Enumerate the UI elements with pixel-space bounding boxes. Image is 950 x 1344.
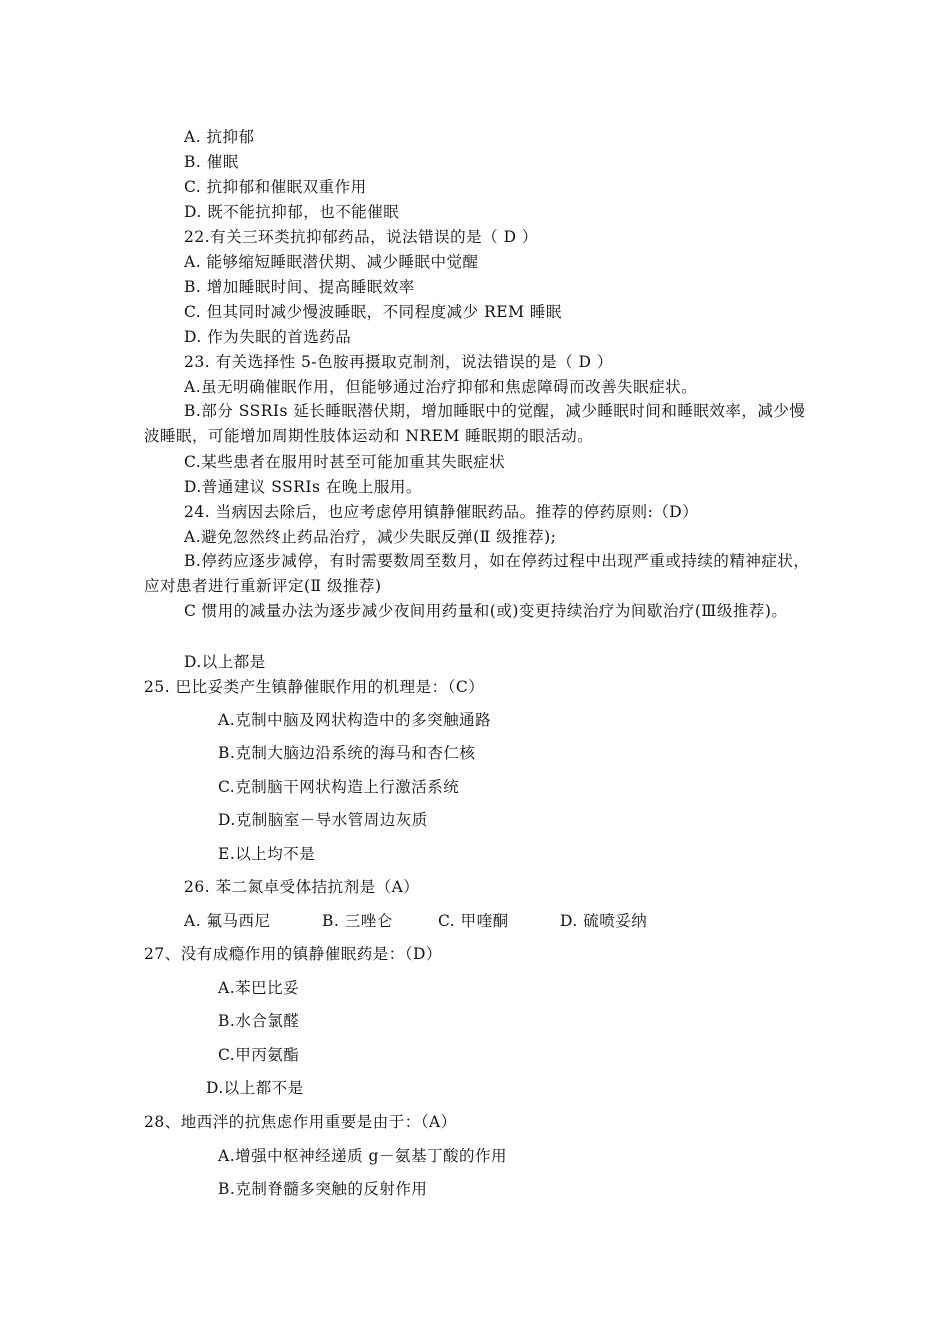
option-d-text: D.克制脑室－导水管周边灰质 <box>218 811 428 829</box>
option-a-text: A.避免忽然终止药品治疗，减少失眠反弹(Ⅱ 级推荐); <box>184 528 557 546</box>
option-a-text: A.克制中脑及网状构造中的多突触通路 <box>218 711 492 729</box>
question-26: 26. 苯二氮卓受体拮抗剂是（A） <box>184 878 420 896</box>
option-d-text: D.普通建议 SSRIs 在晚上服用。 <box>184 478 422 496</box>
option-c-text: C 惯用的减量办法为逐步减少夜间用药量和(或)变更持续治疗为间歇治疗(Ⅲ级推荐)。 <box>184 602 788 620</box>
option-a-text: A.虽无明确催眠作用，但能够通过治疗抑郁和焦虑障碍而改善失眠症状。 <box>184 378 698 396</box>
option-a-text: A. 能够缩短睡眠潜伏期、减少睡眠中觉醒 <box>184 253 479 271</box>
option-b-text: B.克制大脑边沿系统的海马和杏仁核 <box>218 744 476 762</box>
option-c-text: C. 但其同时减少慢波睡眠，不同程度减少 REM 睡眠 <box>184 303 562 321</box>
option-b-text: B.部分 SSRIs 延长睡眠潜伏期，增加睡眠中的觉醒，减少睡眠时间和睡眠效率，减少慢波睡眠，可能增加周期性肢体运动和 NREM 睡眠期的眼活动。 <box>144 402 806 445</box>
option-c-text: C.某些患者在服用时甚至可能加重其失眠症状 <box>184 453 506 471</box>
option-b-text: B.克制脊髓多突触的反射作用 <box>218 1180 428 1198</box>
question-28: 28、地西泮的抗焦虑作用重要是由于：（A） <box>144 1113 457 1131</box>
option-d-text: D.以上都是 <box>184 653 266 671</box>
option-c-text: C.克制脑干网状构造上行激活系统 <box>218 778 460 796</box>
option-a-text: A.增强中枢神经递质 g－氨基丁酸的作用 <box>218 1147 507 1165</box>
option-a-text: A. 抗抑郁 <box>184 128 255 146</box>
question-23: 23. 有关选择性 5-色胺再摄取克制剂，说法错误的是（ D ） <box>184 353 613 371</box>
option-d-text: D.以上都不是 <box>206 1079 304 1097</box>
option-b-text: B. 催眠 <box>184 153 239 171</box>
question-22: 22.有关三环类抗抑郁药品，说法错误的是（ D ） <box>184 228 538 246</box>
option-c-text: C. 甲喹酮 <box>438 912 509 930</box>
option-b-text: B. 增加睡眠时间、提高睡眠效率 <box>184 278 415 296</box>
question-25: 25. 巴比妥类产生镇静催眠作用的机理是：（C） <box>144 678 485 696</box>
option-b-text: B.水合氯醛 <box>218 1012 300 1030</box>
option-e-text: E.以上均不是 <box>218 845 316 863</box>
option-b-text: B. 三唑仑 <box>322 912 393 930</box>
option-a-text: A. 氟马西尼 <box>184 912 271 930</box>
option-a-text: A.苯巴比妥 <box>218 979 300 997</box>
option-b-text: B.停药应逐步减停，有时需要数周至数月，如在停药过程中出现严重或持续的精神症状，应对患者进行重新评定(Ⅱ 级推荐) <box>144 552 810 595</box>
option-d-text: D. 硫喷妥纳 <box>560 912 648 930</box>
option-d-text: D. 作为失眠的首选药品 <box>184 328 352 346</box>
question-27: 27、没有成瘾作用的镇静催眠药是：（D） <box>144 945 442 963</box>
option-c-text: C.甲丙氨酯 <box>218 1046 300 1064</box>
question-24: 24. 当病因去除后，也应考虑停用镇静催眠药品。推荐的停药原则:（D） <box>184 503 699 521</box>
option-c-text: C. 抗抑郁和催眠双重作用 <box>184 178 367 196</box>
option-d-text: D. 既不能抗抑郁，也不能催眠 <box>184 203 400 221</box>
